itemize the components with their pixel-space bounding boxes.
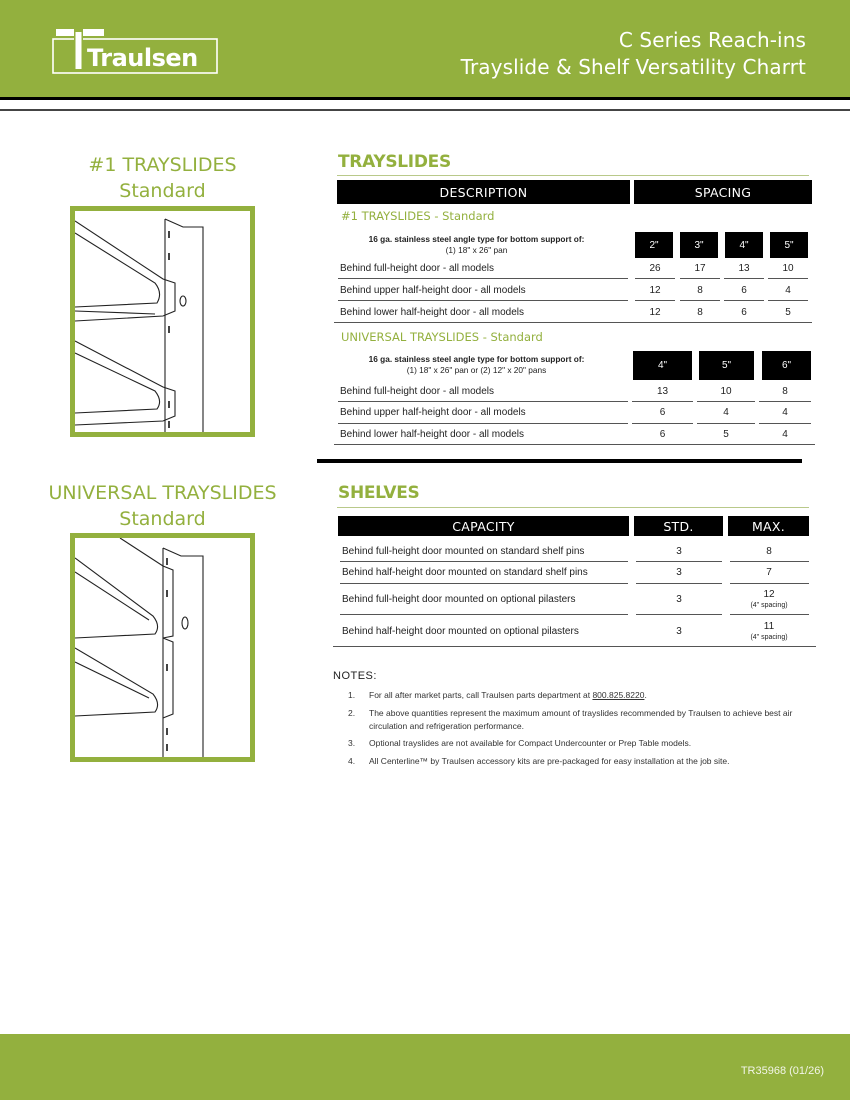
header-divider-thin bbox=[0, 109, 850, 111]
cell: 26 bbox=[649, 263, 661, 274]
note-number: 1. bbox=[348, 690, 356, 700]
group-divider bbox=[334, 322, 812, 323]
note-text: Optional trayslides are not available for Compact Undercounter or Prep Table models. bbox=[369, 738, 692, 748]
group-divider bbox=[334, 444, 815, 445]
row-divider bbox=[680, 278, 720, 279]
cell: 6 bbox=[741, 307, 747, 318]
notes-title: NOTES: bbox=[333, 670, 377, 682]
row-divider bbox=[730, 583, 809, 584]
header-divider bbox=[0, 97, 850, 100]
note-text: The above quantities represent the maximum amount of trayslides recommended by Traulsen to achieve best air circulation and refrigeration performance. bbox=[369, 708, 793, 731]
group-spec-1 bbox=[340, 234, 613, 256]
row-label: Behind half-height door mounted on standard shelf pins bbox=[342, 567, 588, 578]
row-divider bbox=[759, 423, 811, 424]
row-divider bbox=[759, 401, 811, 402]
cell: 12 bbox=[649, 285, 661, 296]
cell: 6 bbox=[659, 407, 666, 418]
cell-max-note: (4" spacing) bbox=[750, 602, 788, 609]
spec-line-2: (1) 18" x 26" pan or (2) 12" x 20" pans bbox=[406, 365, 547, 375]
row-label: Behind full-height door - all models bbox=[340, 263, 494, 274]
row-divider bbox=[635, 300, 675, 301]
spacing-chip: 4" bbox=[725, 232, 763, 258]
cell-max-note: (4" spacing) bbox=[750, 634, 788, 641]
panel-title-2-text: UNIVERSAL TRAYSLIDES bbox=[48, 482, 277, 504]
row-divider bbox=[768, 278, 808, 279]
header-spacing: SPACING bbox=[634, 180, 812, 204]
row-label: Behind full-height door mounted on optional pilasters bbox=[342, 594, 576, 605]
spacing-chip: 3" bbox=[680, 232, 718, 258]
cell-std: 3 bbox=[676, 567, 682, 578]
row-divider bbox=[636, 614, 722, 615]
table-bottom-rule bbox=[333, 646, 816, 647]
group-title-1: #1 TRAYSLIDES - Standard bbox=[341, 209, 495, 223]
cell: 8 bbox=[782, 386, 788, 397]
row-divider bbox=[697, 423, 755, 424]
cell: 8 bbox=[697, 285, 703, 296]
spec-line-1: 16 ga. stainless steel angle type for bottom support of: bbox=[368, 354, 585, 364]
row-label: Behind full-height door mounted on standard shelf pins bbox=[342, 546, 585, 557]
row-divider bbox=[632, 401, 693, 402]
cell-std: 3 bbox=[676, 594, 682, 605]
row-divider bbox=[636, 561, 722, 562]
row-label: Behind lower half-height door - all models bbox=[340, 429, 524, 440]
panel-subtitle-1: Standard bbox=[119, 180, 206, 202]
row-divider bbox=[338, 401, 628, 402]
row-divider bbox=[730, 561, 809, 562]
spacing-chip: 2" bbox=[635, 232, 673, 258]
section-rule-trayslides bbox=[337, 175, 809, 176]
row-divider bbox=[338, 423, 628, 424]
row-divider bbox=[724, 300, 764, 301]
document-code: TR35968 (01/26) bbox=[740, 1065, 824, 1077]
cell: 5 bbox=[723, 429, 729, 440]
cell: 17 bbox=[694, 263, 706, 274]
row-divider bbox=[724, 278, 764, 279]
header-std: STD. bbox=[634, 516, 723, 536]
spec-line-2: (1) 18" x 26" pan bbox=[445, 245, 508, 255]
note-number: 2. bbox=[348, 708, 356, 718]
header-description: DESCRIPTION bbox=[337, 180, 630, 204]
row-divider bbox=[635, 278, 675, 279]
row-label: Behind lower half-height door - all models bbox=[340, 307, 524, 318]
row-label: Behind upper half-height door - all models bbox=[340, 407, 526, 418]
row-divider bbox=[340, 583, 628, 584]
row-divider bbox=[632, 423, 693, 424]
cell: 6 bbox=[741, 285, 747, 296]
section-title-trayslides: TRAYSLIDES bbox=[338, 152, 451, 172]
row-divider bbox=[340, 614, 628, 615]
cell: 4 bbox=[785, 285, 791, 296]
note-text: All Centerline™ by Traulsen accessory kits are pre-packaged for easy installation at the job site. bbox=[369, 756, 730, 766]
spec-line-1: 16 ga. stainless steel angle type for bottom support of: bbox=[368, 234, 585, 244]
trayslide-illustration bbox=[70, 206, 255, 437]
page-header bbox=[0, 0, 850, 97]
page-footer bbox=[0, 1034, 850, 1100]
cell: 8 bbox=[697, 307, 703, 318]
parts-phone-link[interactable]: 800.825.8220 bbox=[592, 690, 645, 700]
note-number: 4. bbox=[348, 756, 356, 766]
cell: 4 bbox=[782, 407, 788, 418]
row-label: Behind upper half-height door - all models bbox=[340, 285, 526, 296]
document-title bbox=[461, 27, 806, 81]
row-divider bbox=[680, 300, 720, 301]
spacing-chip: 5" bbox=[699, 351, 754, 380]
section-title-shelves: SHELVES bbox=[338, 483, 420, 503]
header-capacity: CAPACITY bbox=[338, 516, 629, 536]
spacing-chip: 4" bbox=[633, 351, 692, 380]
cell: 10 bbox=[720, 386, 732, 397]
traulsen-logo bbox=[52, 27, 218, 74]
cell: 10 bbox=[782, 263, 794, 274]
row-divider bbox=[636, 583, 722, 584]
row-divider bbox=[768, 300, 808, 301]
cell: 6 bbox=[659, 429, 666, 440]
title-line-2: Trayslide & Shelf Versatility Charrt bbox=[460, 55, 806, 79]
note-text-body: For all after market parts, call Traulsen parts department at bbox=[369, 690, 593, 700]
cell: 5 bbox=[785, 307, 791, 318]
row-label: Behind full-height door - all models bbox=[340, 386, 494, 397]
group-spec-2 bbox=[340, 354, 613, 376]
cell: 13 bbox=[738, 263, 750, 274]
cell: 13 bbox=[656, 386, 669, 397]
row-label: Behind half-height door mounted on optional pilasters bbox=[342, 626, 579, 637]
note-text bbox=[369, 689, 799, 702]
cell-std: 3 bbox=[676, 626, 682, 637]
svg-text:Traulsen: Traulsen bbox=[87, 44, 198, 72]
panel-title-2 bbox=[30, 480, 295, 532]
section-divider bbox=[317, 459, 802, 463]
cell: 12 bbox=[649, 307, 661, 318]
header-max: MAX. bbox=[728, 516, 809, 536]
row-divider bbox=[730, 614, 809, 615]
cell-max: 12 bbox=[763, 589, 775, 600]
row-divider bbox=[340, 561, 628, 562]
panel-title-1 bbox=[30, 152, 295, 204]
panel-title-1-text: #1 TRAYSLIDES bbox=[88, 154, 237, 176]
panel-subtitle-2: Standard bbox=[119, 508, 206, 530]
section-rule-shelves bbox=[337, 507, 809, 508]
cell: 4 bbox=[723, 407, 729, 418]
universal-trayslide-illustration bbox=[70, 533, 255, 762]
cell-max: 8 bbox=[766, 546, 772, 557]
spacing-chip: 6" bbox=[762, 351, 811, 380]
row-divider bbox=[338, 300, 628, 301]
note-text-end: . bbox=[644, 690, 647, 700]
row-divider bbox=[697, 401, 755, 402]
cell-max: 11 bbox=[763, 621, 775, 632]
cell-max: 7 bbox=[766, 567, 772, 578]
spacing-chip: 5" bbox=[770, 232, 808, 258]
row-divider bbox=[338, 278, 628, 279]
title-line-1: C Series Reach-ins bbox=[618, 28, 806, 52]
cell: 4 bbox=[782, 429, 788, 440]
cell-std: 3 bbox=[676, 546, 682, 557]
group-title-2: UNIVERSAL TRAYSLIDES - Standard bbox=[341, 330, 543, 344]
note-number: 3. bbox=[348, 738, 356, 748]
